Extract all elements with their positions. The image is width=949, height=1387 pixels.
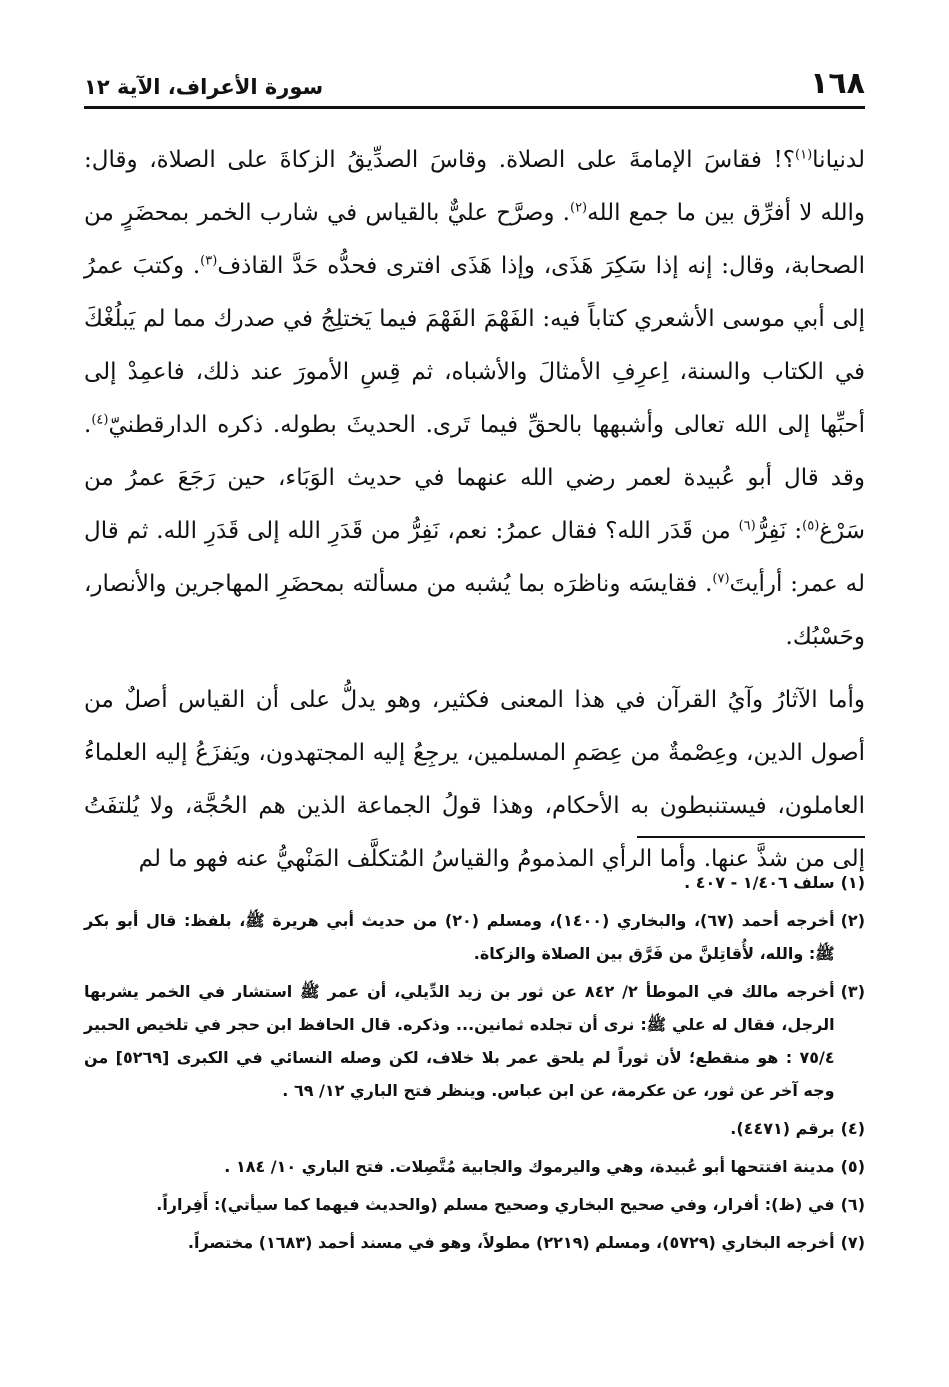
footnote-text: أخرجه مالك في الموطأ ٢/ ٨٤٢ عن ثور بن زيد الدِّيلي، أن عمر ﷺ استشار في الخمر يشربها الرجل، فقال له علي ﷺ: نرى أن تجلده ثمانين... وذكره. قال الحافظ ابن حجر في تلخيص الحبير ٧٥/٤ : هو منقطع؛ لأن ثوراً لم يلحق عمر بلا خلاف، لكن وصله النسائي في الكبرى [٥٢٦٩] من وجه آخر عن ثور، عن عكرمة، عن ابن عباس. وينظر فتح الباري ١٢/ ٦٩ . — [84, 982, 835, 1100]
footnote-reference: (١) — [795, 147, 813, 163]
footnote-text: سلف ١/٤٠٦ - ٤٠٧ . — [684, 873, 835, 892]
footnote-number: (٦) — [840, 1195, 865, 1214]
footnote-item — [84, 904, 865, 970]
footnote-item — [84, 866, 865, 899]
header-divider — [84, 106, 865, 109]
page-number: ١٦٨ — [810, 66, 865, 101]
footnote-number: (٤) — [840, 1119, 865, 1138]
body-text-run: : نَفِرُّ — [755, 518, 803, 544]
body-text-run: . وقد قال أبو عُبيدة لعمر رضي الله عنهما في حديث الوَبَاء، حين رَجَعَ عمرُ من سَرْغ — [84, 412, 865, 544]
footnote-item — [84, 1112, 865, 1145]
footnote-text: أخرجه البخاري (٥٧٢٩)، ومسلم (٢٢١٩) مطولاً، وهو في مسند أحمد (١٦٨٣) مختصراً. — [187, 1233, 835, 1252]
footnote-number: (١) — [840, 873, 865, 892]
footnote-item — [84, 1150, 865, 1183]
footnote-reference: (٢) — [569, 200, 588, 216]
body-paragraph — [84, 134, 865, 664]
body-text-run: من قَدَر الله؟ فقال عمرُ: نعم، نَفِرُّ من قَدَرِ الله إلى قَدَرِ الله. ثم قال له عمر: أرأيتَ — [84, 518, 865, 597]
page-header — [84, 62, 865, 102]
body-text-run: . فقايسَه وناظرَه بما يُشبه من مسألته بمحضَرِ المهاجرين والأنصار، وحَسْبُك. — [84, 571, 865, 650]
footnote-text: برقم (٤٤٧١). — [730, 1119, 835, 1138]
footnotes — [84, 866, 865, 1264]
footnote-item — [84, 975, 865, 1107]
footnote-number: (٢) — [840, 911, 865, 930]
footnote-reference: (٦) — [738, 518, 756, 534]
body-text-run: ؟! فقاسَ الإمامةَ على الصلاة. وقاسَ الصدِّيقُ الزكاةَ على الصلاة، وقال: والله لا أفرِّق بين ما جمع الله — [84, 147, 865, 226]
footnote-item — [84, 1188, 865, 1221]
footnote-reference: (٤) — [91, 412, 109, 428]
footnote-text: أخرجه أحمد (٦٧)، والبخاري (١٤٠٠)، ومسلم (٢٠) من حديث أبي هريرة ﷺ، بلفظ: قال أبو بكر ﷺ: والله، لأُقاتِلنَّ من فَرَّق بين الصلاة والزكاة. — [84, 911, 835, 963]
body-paragraph — [84, 674, 865, 886]
footnote-reference: (٥) — [802, 518, 820, 534]
body-text-run: . وكتبَ عمرُ إلى أبي موسى الأشعري كتاباً فيه: الفَهْمَ الفَهْمَ فيما يَختلِجُ في صدرك مما لم يَبلُغْكَ في الكتاب والسنة، اِعرِفِ الأمثالَ والأشباه، ثم قِسِ الأمورَ عند ذلك، فاعمِدْ إلى أحبِّها إلى الله تعالى وأشبهها بالحقِّ فيما تَرى. الحديثَ بطوله. ذكره الدارقطنيّ — [84, 253, 865, 438]
body-text-run: . وصرَّح عليٌّ بالقياس في شارب الخمر بمحضَرٍ من الصحابة، وقال: إنه إذا سَكِرَ هَذَى، وإذا هَذَى افترى فحدُّه حَدَّ القاذف — [84, 200, 865, 279]
footnote-number: (٥) — [840, 1157, 865, 1176]
footnote-item — [84, 1226, 865, 1259]
footnote-text: مدينة افتتحها أبو عُبيدة، وهي واليرموك والجابية مُتَّصِلات. فتح الباري ١٠/ ١٨٤ . — [224, 1157, 835, 1176]
body-text-run: وأما الآثارُ وآيُ القرآن في هذا المعنى فكثير، وهو يدلُّ على أن القياس أصلٌ من أصول الدين، وعِصْمةٌ من عِصَمِ المسلمين، يرجِعُ إليه المجتهدون، ويَفزَعُ إليه العلماءُ العاملون، فيستنبطون به الأحكام، وهذا قولُ الجماعة الذين هم الحُجَّة، ولا يُلتفَتُ إلى من شذَّ عنها. وأما الرأي المذمومُ والقياسُ المُتكلَّف المَنْهيُّ عنه فهو ما لم — [84, 687, 865, 872]
footnote-number: (٧) — [840, 1233, 865, 1252]
footnote-number: (٣) — [840, 982, 865, 1001]
surah-title: سورة الأعراف، الآية ١٢ — [84, 75, 324, 99]
footnote-text: في (ظ): أفرار، وفي صحيح البخاري وصحيح مسلم (والحديث فيهما كما سيأتي): أَفِراراً. — [156, 1195, 835, 1214]
footnote-reference: (٣) — [200, 253, 218, 269]
body-text-run: لدنيانا — [812, 147, 865, 173]
main-text — [84, 134, 865, 886]
footnote-reference: (٧) — [712, 571, 730, 587]
footnote-divider — [637, 836, 865, 838]
